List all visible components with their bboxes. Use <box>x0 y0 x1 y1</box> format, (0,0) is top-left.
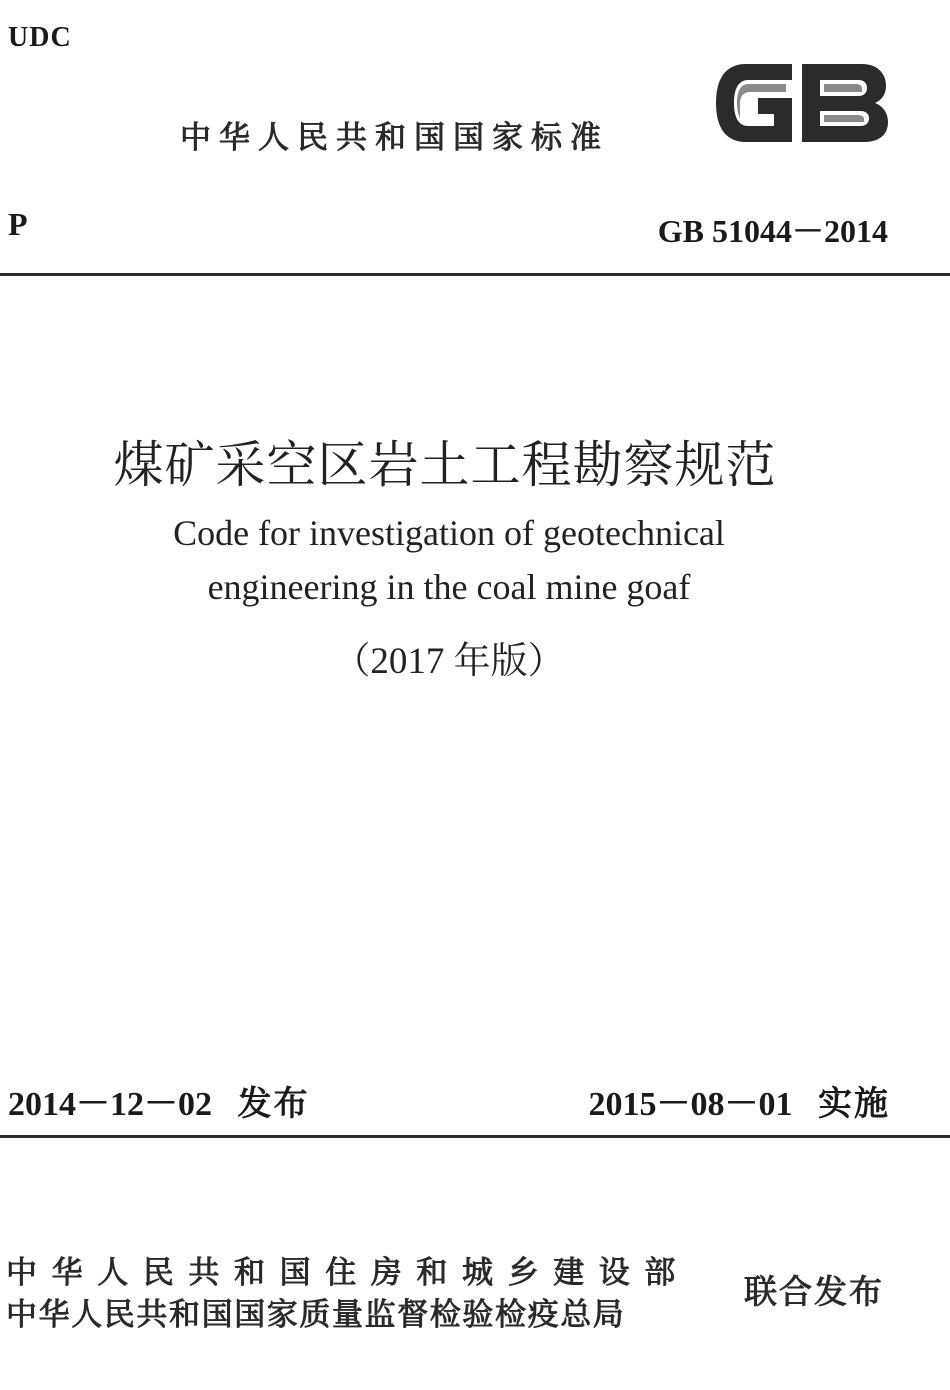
national-standard-heading: 中华人民共和国国家标准 <box>180 120 609 156</box>
publisher-line1: 中华人民共和国住房和城乡建设部 <box>6 1255 690 1291</box>
title-chinese: 煤矿采空区岩土工程勘察规范 <box>113 436 777 494</box>
issue-label: 发布 <box>237 1084 310 1124</box>
issue-date: 2014－12－02 <box>8 1086 212 1123</box>
category-code: P <box>8 206 28 242</box>
standard-number: GB 51044－2014 <box>657 213 888 249</box>
gb-logo <box>712 56 890 150</box>
udc-label: UDC <box>8 22 72 53</box>
issue-date-block <box>8 1076 310 1125</box>
joint-publish-label: 联合发布 <box>744 1272 884 1311</box>
effective-date: 2015－08－01 <box>588 1086 793 1123</box>
top-divider <box>0 273 950 276</box>
effective-date-block <box>589 1076 891 1125</box>
title-english-line2: engineering in the coal mine goaf <box>207 567 691 607</box>
effective-label: 实施 <box>818 1084 890 1124</box>
edition-label: （2017 年版） <box>333 641 565 682</box>
title-english-line1: Code for investigation of geotechnical <box>173 513 725 553</box>
bottom-divider <box>0 1135 950 1138</box>
gb-logo-icon <box>712 56 890 150</box>
publisher-line2: 中华人民共和国国家质量监督检验检疫总局 <box>6 1297 626 1333</box>
